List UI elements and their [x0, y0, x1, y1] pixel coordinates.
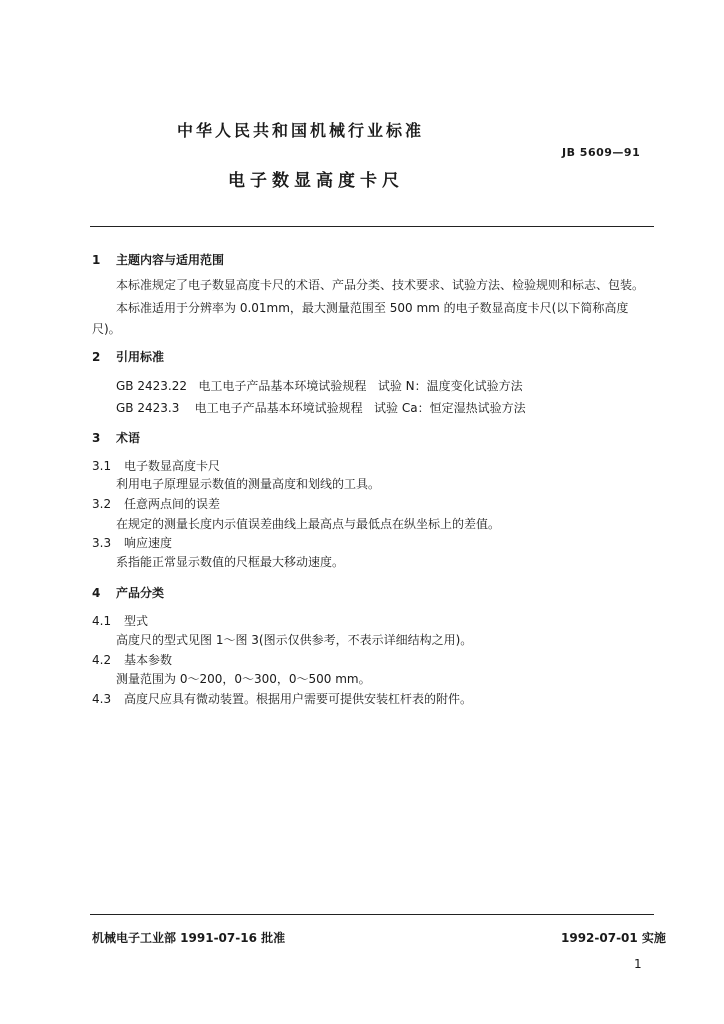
page-number: 1 — [634, 957, 642, 971]
term-3-3-body: 系指能正常显示数值的尺框最大移动速度。 — [116, 555, 345, 569]
clause-4-1-heading: 4.1 型式 — [92, 614, 149, 628]
section-2-heading: 2 引用标准 — [92, 350, 165, 364]
term-3-2-heading: 3.2 任意两点间的误差 — [92, 497, 221, 511]
clause-4-3: 4.3 高度尺应具有微动装置。根据用户需要可提供安装杠杆表的附件。 — [92, 692, 473, 706]
effective-date: 1992-07-01 实施 — [561, 931, 666, 945]
header-rule — [90, 226, 654, 227]
document-title: 电子数显高度卡尺 — [228, 171, 404, 191]
reference-2: GB 2423.3 电工电子产品基本环境试验规程 试验 Ca：恒定湿热试验方法 — [116, 401, 526, 415]
clause-4-2-body: 测量范围为 0～200，0～300，0～500 mm。 — [116, 672, 371, 686]
clause-4-1-body: 高度尺的型式见图 1～图 3(图示仅供参考，不表示详细结构之用)。 — [116, 633, 473, 647]
reference-1: GB 2423.22 电工电子产品基本环境试验规程 试验 N：温度变化试验方法 — [116, 379, 523, 393]
term-3-1-heading: 3.1 电子数显高度卡尺 — [92, 459, 221, 473]
section-4-heading: 4 产品分类 — [92, 586, 165, 600]
section-1-para-2: 本标准适用于分辨率为 0.01mm，最大测量范围至 500 mm 的电子数显高度卡尺(以下简称高度 — [116, 301, 629, 315]
section-1-para-1: 本标准规定了电子数显高度卡尺的术语、产品分类、技术要求、试验方法、检验规则和标志、包装。 — [116, 278, 645, 292]
approval-line: 机械电子工业部 1991-07-16 批准 — [92, 931, 286, 945]
term-3-2-body: 在规定的测量长度内示值误差曲线上最高点与最低点在纵坐标上的差值。 — [116, 517, 501, 531]
term-3-1-body: 利用电子原理显示数值的测量高度和划线的工具。 — [116, 477, 381, 491]
clause-4-2-heading: 4.2 基本参数 — [92, 653, 173, 667]
section-1-para-2-cont: 尺)。 — [92, 322, 121, 336]
footer-rule — [90, 914, 654, 915]
issuing-organization: 中华人民共和国机械行业标准 — [177, 121, 425, 140]
standard-code: JB 5609—91 — [562, 146, 641, 159]
term-3-3-heading: 3.3 响应速度 — [92, 536, 173, 550]
section-3-heading: 3 术语 — [92, 431, 141, 445]
section-1-heading: 1 主题内容与适用范围 — [92, 253, 225, 267]
